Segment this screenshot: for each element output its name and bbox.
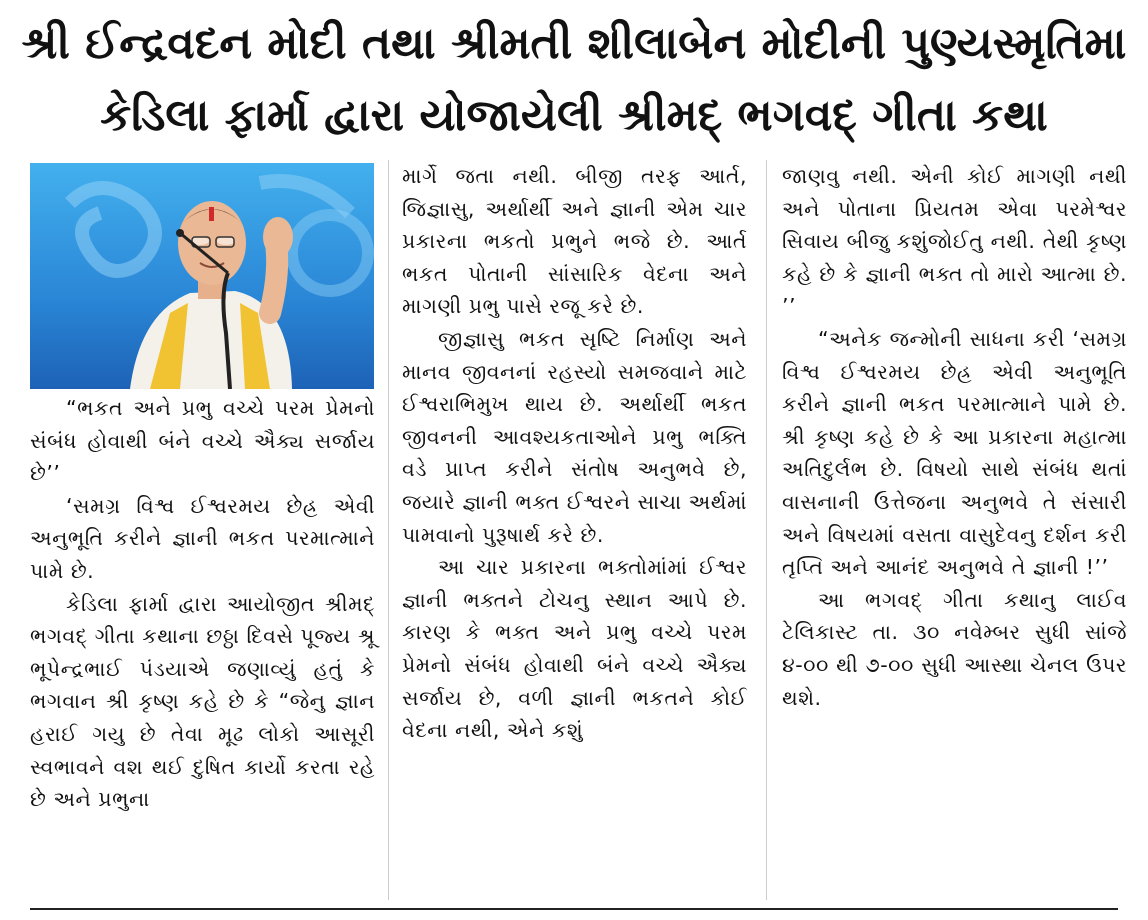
headline-line-2: કેડિલા ફાર્મા દ્વારા યોજાયેલી શ્રીમદ્ ભગવદ્ ગીતા કથા xyxy=(100,90,1048,141)
paragraph: આ ભગવદ્ ગીતા કથાનુ લાઈવ ટેલિકાસ્ટ તા. ૩૦ નવેમ્બર સુધી સાંજે ૪-૦૦ થી ૭-૦૦ સુધી આસ્થા ચેનલ ઉપર થશે. xyxy=(782,587,1127,710)
speaker-illustration xyxy=(30,163,374,389)
column-divider-left xyxy=(388,160,389,900)
paragraph: કેડિલા ફાર્મા દ્વારા આયોજીત શ્રીમદ્ ભગવદ્ ગીતા કથાના છઠ્ઠા દિવસે પૂજ્ય શ્રૂ ભૂપેન્દ્રભાઈ પંડયાએ જણાવ્યું હતું કે ભગવાન શ્રી કૃષ્ણ કહે છે કે “જેનુ જ્ઞાન હરાઈ ગયુ છે તેવા મૂઢ લોકો આસૂરી સ્વભાવને વશ થઈ દુષિત કાર્યો કરતા રહે છે અને પ્રભુના xyxy=(30,591,375,812)
paragraph: આ ચાર પ્રકારના ભક્તોમાંમાં ઈશ્વર જ્ઞાની ભક્તને ટોચનુ સ્થાન આપે છે. કારણ કે ભક્ત અને પ્રભુ વચ્ચે પરમ પ્રેમનો સંબંધ હોવાથી બંને વચ્ચે ઐક્ય સર્જાય છે, વળી જ્ઞાની ભકતને કોઈ વેદના નથી, એને કશું xyxy=(402,555,747,743)
speaker-photo xyxy=(30,163,374,389)
paragraph: જાણવુ નથી. એની કોઈ માગણી નથી અને પોતાના પ્રિયતમ એવા પરમેશ્વર સિવાય બીજુ કશુંજોઈતુ નથી. તેથી કૃષ્ણ કહે છે કે જ્ઞાની ભક્ત તો મારો આત્મા છે. ’’ xyxy=(782,164,1127,319)
paragraph: માર્ગે જતા નથી. બીજી તરફ આર્ત, જિજ્ઞાસુ, અર્થાર્થી અને જ્ઞાની એમ ચાર પ્રકારના ભકતો પ્રભુને ભજે છે. આર્ત ભકત પોતાની સાંસારિક વેદના અને માગણી પ્રભુ પાસે રજૂ કરે છે. xyxy=(402,164,747,319)
article-column-1 xyxy=(30,392,375,816)
article-column-3 xyxy=(782,160,1127,714)
headline-line-1: શ્રી ઈન્દ્રવદન મોદી તથા શ્રીમતી શીલાબેન મોદીની પુણ્યસ્મૃતિમા xyxy=(21,18,1127,69)
bottom-rule xyxy=(30,908,1118,910)
article-column-2 xyxy=(402,160,747,747)
paragraph: “ભકત અને પ્રભુ વચ્ચે પરમ પ્રેમનો સંબંધ હોવાથી બંને વચ્ચે ઐક્ય સર્જાય છે’’ xyxy=(30,396,375,486)
paragraph: જીજ્ઞાસુ ભકત સૃષ્ટિ નિર્માણ અને માનવ જીવનનાં રહસ્યો સમજવાને માટે ઈશ્વરાભિમુખ થાય છે. અર્થાર્થી ભકત જીવનની આવશ્યકતાઓને પ્રભુ ભક્તિ વડે પ્રાપ્ત કરીને સંતોષ અનુભવે છે, જયારે જ્ઞાની ભક્ત ઈશ્વરને સાચા અર્થમાં પામવાનો પુરૂષાર્થ કરે છે. xyxy=(402,326,747,547)
column-divider-right xyxy=(766,160,767,900)
paragraph: “અનેક જન્મોની સાધના કરી ‘સમગ્ર વિશ્વ ઈશ્વરમય છેહ્ર એવી અનુભૂતિ કરીને જ્ઞાની ભકત પરમાત્માને પામે છે. શ્રી કૃષ્ણ કહે છે કે આ પ્રકારના મહાત્મા અતિદુર્લભ છે. વિષયો સાથે સંબંધ થતાં વાસનાની ઉત્તેજના અનુભવે તે સંસારી અને વિષયમાં વસતા વાસુદેવનુ દર્શન કરી તૃપ્તિ અને આનંદ અનુભવે તે જ્ઞાની !’’ xyxy=(782,326,1127,580)
paragraph: ‘સમગ્ર વિશ્વ ઈશ્વરમય છેહ્ર એવી અનુભૂતિ કરીને જ્ઞાની ભકત પરમાત્માને પામે છે. xyxy=(30,493,375,583)
